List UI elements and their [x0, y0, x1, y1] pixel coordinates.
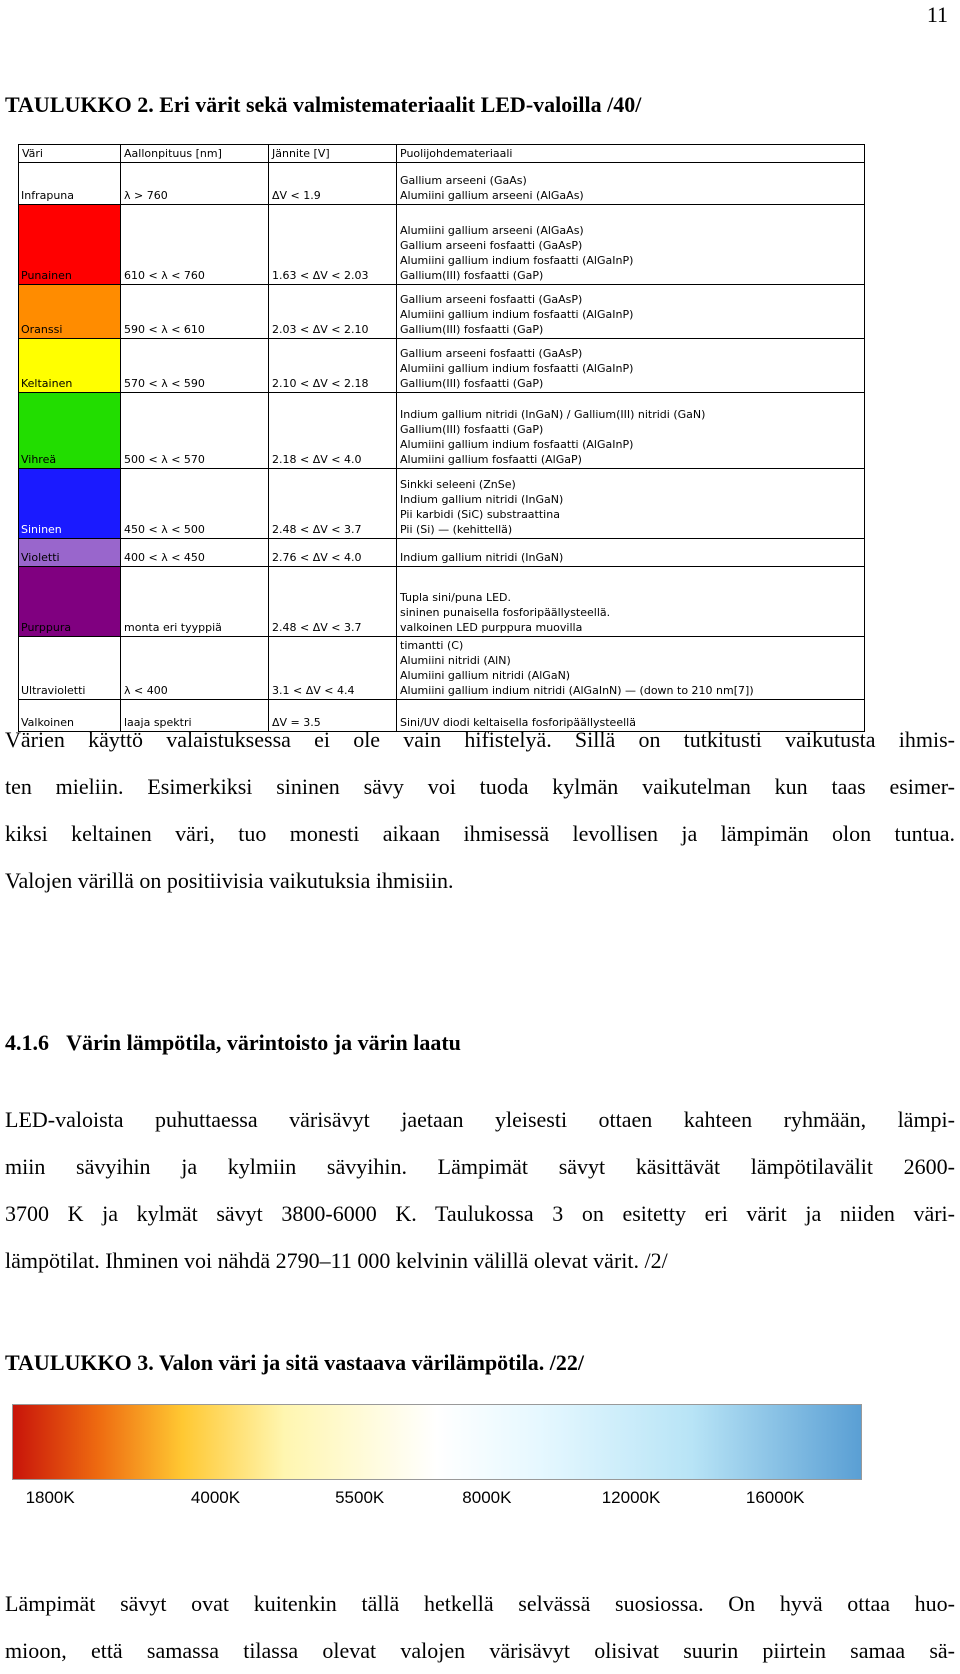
- voltage-cell: 2.48 < ΔV < 3.7: [269, 469, 397, 539]
- wavelength-cell: 590 < λ < 610: [121, 285, 269, 339]
- wavelength-cell: monta eri tyyppiä: [121, 567, 269, 637]
- voltage-cell: 2.03 < ΔV < 2.10: [269, 285, 397, 339]
- temp-label: 4000K: [190, 1488, 241, 1507]
- color-swatch-cell: [19, 539, 121, 567]
- header-wavelength: Aallonpituus [nm]: [121, 145, 269, 163]
- table-row: [19, 205, 865, 285]
- color-name: Keltainen: [21, 377, 73, 390]
- color-swatch-cell: [19, 567, 121, 637]
- voltage-cell: 3.1 < ΔV < 4.4: [269, 637, 397, 700]
- section-title: Värin lämpötila, värintoisto ja värin laatu: [66, 1030, 461, 1055]
- table-row: [19, 637, 865, 700]
- temp-label: 8000K: [462, 1488, 512, 1507]
- voltage-cell: ΔV < 1.9: [269, 163, 397, 205]
- color-name: Valkoinen: [21, 716, 74, 729]
- text-line: ten mieliin. Esimerkiksi sininen sävy voi tuoda kylmän vaikutelman kun taas esimer-: [5, 774, 955, 799]
- color-name: Sininen: [21, 523, 62, 536]
- text-line: lämpötilat. Ihminen voi nähdä 2790–11 000 kelvinin välillä olevat värit. /2/: [5, 1248, 668, 1273]
- material-cell: Gallium arseeni fosfaatti (GaAsP) Alumiini gallium indium fosfaatti (AlGaInP) Gallium(III) fosfaatti (GaP): [397, 285, 865, 339]
- voltage-cell: ΔV = 3.5: [269, 700, 397, 732]
- color-name: Ultravioletti: [21, 684, 86, 697]
- voltage-cell: 2.48 < ΔV < 3.7: [269, 567, 397, 637]
- color-temperature-gradient: [12, 1404, 862, 1480]
- text-line: Lämpimät sävyt ovat kuitenkin tällä hetkellä selvässä suosiossa. On hyvä ottaa huo-: [5, 1591, 955, 1616]
- section-heading: [5, 1030, 461, 1056]
- header-color: Väri: [19, 145, 121, 163]
- color-swatch-cell: [19, 205, 121, 285]
- wavelength-cell: laaja spektri: [121, 700, 269, 732]
- material-cell: Indium gallium nitridi (InGaN) / Gallium(III) nitridi (GaN) Gallium(III) fosfaatti (GaP) Alumiini gallium indium fosfaatti (AlGaInP) Alumiini gallium fosfaatti (AlGaP): [397, 393, 865, 469]
- color-name: Violetti: [21, 551, 60, 564]
- wavelength-cell: λ > 760: [121, 163, 269, 205]
- material-cell: Sinkki seleeni (ZnSe) Indium gallium nitridi (InGaN) Pii karbidi (SiC) substraattina Pii (Si) — (kehittellä): [397, 469, 865, 539]
- wavelength-cell: 500 < λ < 570: [121, 393, 269, 469]
- table-row: [19, 539, 865, 567]
- color-swatch-cell: [19, 163, 121, 205]
- text-line: LED-valoista puhuttaessa värisävyt jaetaan yleisesti ottaen kahteen ryhmään, lämpi-: [5, 1107, 955, 1132]
- material-cell: Tupla sini/puna LED. sininen punaisella fosforipäällysteellä. valkoinen LED purppura muovilla: [397, 567, 865, 637]
- table-row: [19, 567, 865, 637]
- section-number: 4.1.6: [5, 1030, 49, 1055]
- text-line: Valojen värillä on positiivisia vaikutuksia ihmisiin.: [5, 868, 454, 893]
- table-row: [19, 469, 865, 539]
- wavelength-cell: λ < 400: [121, 637, 269, 700]
- paragraph-warm-tones: [5, 1580, 955, 1674]
- temp-label: 5500K: [335, 1488, 385, 1507]
- text-line: 3700 K ja kylmät sävyt 3800-6000 K. Taulukossa 3 on esitetty eri värit ja niiden väri-: [5, 1201, 955, 1226]
- color-swatch-cell: [19, 469, 121, 539]
- text-line: kiksi keltainen väri, tuo monesti aikaan ihmisessä levollisen ja lämpimän olon tuntua.: [5, 821, 955, 846]
- color-swatch-cell: [19, 637, 121, 700]
- color-swatch-cell: [19, 285, 121, 339]
- voltage-cell: 2.76 < ΔV < 4.0: [269, 539, 397, 567]
- color-temperature-labels: [12, 1488, 860, 1510]
- table-row: [19, 393, 865, 469]
- color-swatch-cell: [19, 339, 121, 393]
- text-line: miin sävyihin ja kylmiin sävyihin. Lämpimät sävyt käsittävät lämpötilavälit 2600-: [5, 1154, 955, 1179]
- material-cell: Indium gallium nitridi (InGaN): [397, 539, 865, 567]
- table3-caption: TAULUKKO 3. Valon väri ja sitä vastaava värilämpötila. /22/: [5, 1350, 584, 1375]
- color-name: Purppura: [21, 621, 72, 634]
- material-cell: timantti (C) Alumiini nitridi (AlN) Alumiini gallium nitridi (AlGaN) Alumiini gallium indium nitridi (AlGaInN) — (down to 210 nm[7]): [397, 637, 865, 700]
- color-name: Punainen: [21, 269, 72, 282]
- header-voltage: Jännite [V]: [269, 145, 397, 163]
- material-cell: Gallium arseeni fosfaatti (GaAsP) Alumiini gallium indium fosfaatti (AlGaInP) Gallium(III) fosfaatti (GaP): [397, 339, 865, 393]
- paragraph-color-effects: [5, 716, 955, 904]
- text-line: mioon, että samassa tilassa olevat valojen värisävyt olisivat suurin piirtein samaa sä-: [5, 1638, 955, 1663]
- paragraph-color-temperature: [5, 1096, 955, 1284]
- material-cell: Gallium arseeni (GaAs) Alumiini gallium arseeni (AlGaAs): [397, 163, 865, 205]
- wavelength-cell: 570 < λ < 590: [121, 339, 269, 393]
- voltage-cell: 2.10 < ΔV < 2.18: [269, 339, 397, 393]
- table2-caption: TAULUKKO 2. Eri värit sekä valmistemateriaalit LED-valoilla /40/: [5, 92, 642, 117]
- table-header-row: [19, 145, 865, 163]
- voltage-cell: 1.63 < ΔV < 2.03: [269, 205, 397, 285]
- color-name: Oranssi: [21, 323, 63, 336]
- temp-label: 1800K: [25, 1488, 75, 1507]
- temp-label: 12000K: [601, 1488, 661, 1507]
- voltage-cell: 2.18 < ΔV < 4.0: [269, 393, 397, 469]
- color-swatch-cell: [19, 393, 121, 469]
- wavelength-cell: 400 < λ < 450: [121, 539, 269, 567]
- color-name: Vihreä: [21, 453, 57, 466]
- wavelength-cell: 610 < λ < 760: [121, 205, 269, 285]
- color-name: Infrapuna: [21, 189, 75, 202]
- material-cell: Sini/UV diodi keltaisella fosforipäällysteellä: [397, 700, 865, 732]
- page-number: 11: [926, 2, 948, 27]
- table-row: [19, 163, 865, 205]
- header-material: Puolijohdemateriaali: [397, 145, 865, 163]
- led-materials-table: [18, 144, 865, 732]
- material-cell: Alumiini gallium arseeni (AlGaAs) Gallium arseeni fosfaatti (GaAsP) Alumiini gallium indium fosfaatti (AlGaInP) Gallium(III) fosfaatti (GaP): [397, 205, 865, 285]
- wavelength-cell: 450 < λ < 500: [121, 469, 269, 539]
- table-row: [19, 339, 865, 393]
- text-line: Värien käyttö valaistuksessa ei ole vain hifistelyä. Sillä on tutkitusti vaikutusta ihmis-: [5, 727, 955, 752]
- temp-label: 16000K: [745, 1488, 805, 1507]
- table-row: [19, 285, 865, 339]
